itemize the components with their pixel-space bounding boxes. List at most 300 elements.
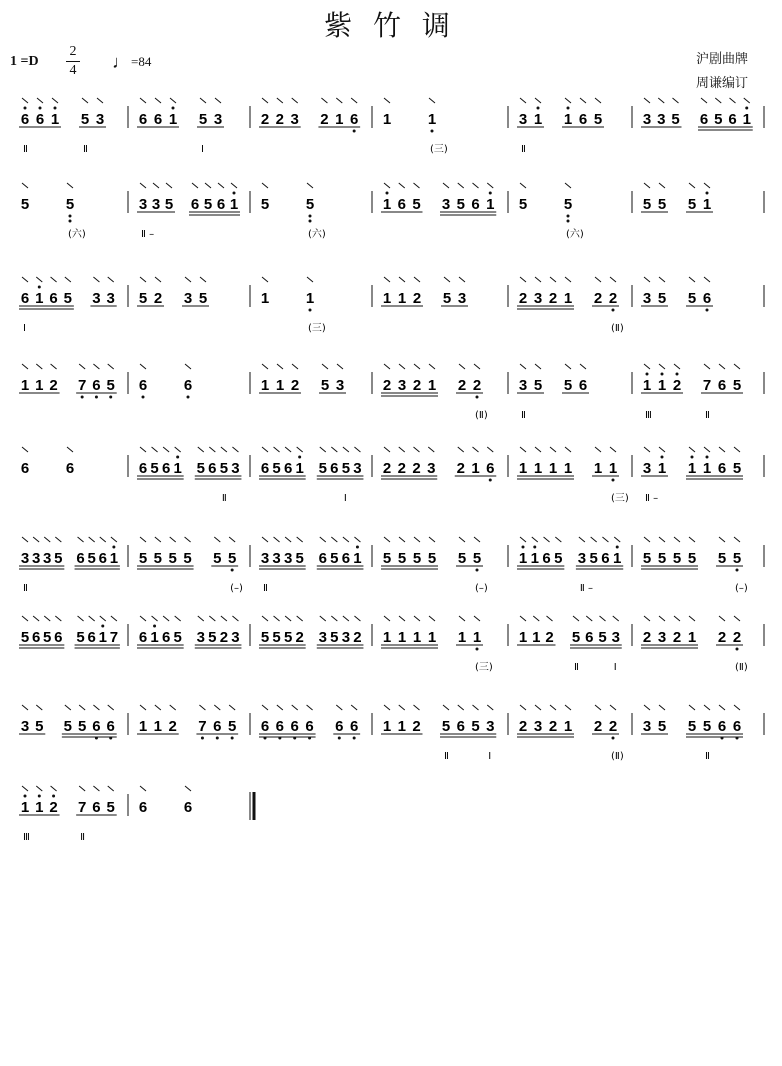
high-octave-dot: [567, 107, 570, 110]
note: 2: [412, 290, 422, 307]
bowing-mark: [429, 98, 435, 103]
note: 6: [138, 799, 148, 816]
note: 2: [518, 718, 528, 735]
note: 6: [397, 196, 406, 213]
bowing-mark: [610, 705, 616, 710]
bowing-mark: [322, 364, 328, 369]
bowing-mark: [580, 364, 586, 369]
note: 2: [353, 629, 362, 646]
high-octave-dot: [24, 795, 27, 798]
note: 5: [318, 460, 327, 477]
note: 2: [295, 629, 304, 646]
note: 5: [153, 550, 163, 567]
note: 1: [260, 290, 270, 307]
note: 5: [598, 629, 607, 646]
bowing-mark: [644, 183, 650, 188]
note: 5: [260, 629, 270, 646]
note: 6: [31, 629, 41, 646]
low-octave-dot: [353, 737, 356, 740]
note: 6: [349, 111, 359, 128]
bowing-mark: [343, 537, 349, 542]
bowing-mark: [428, 447, 434, 452]
bowing-mark: [274, 447, 280, 452]
note: 1: [530, 550, 539, 567]
note: 3: [196, 629, 205, 646]
high-octave-dot: [52, 795, 55, 798]
high-octave-dot: [112, 546, 115, 549]
note: 3: [151, 196, 161, 213]
note: 5: [272, 629, 281, 646]
bowing-mark: [399, 616, 405, 621]
fingering-mark: (六): [68, 229, 86, 240]
note: 2: [608, 290, 618, 307]
fingering-mark: (–): [735, 583, 748, 594]
bowing-mark: [595, 277, 601, 282]
note: 2: [593, 718, 603, 735]
note: 1: [486, 196, 495, 213]
bowing-mark: [331, 447, 337, 452]
note: 6: [216, 196, 226, 213]
note: 5: [63, 718, 73, 735]
bowing-mark: [22, 98, 28, 103]
note: 6: [732, 718, 742, 735]
note: 2: [49, 799, 58, 816]
bowing-mark: [307, 183, 313, 188]
bowing-mark: [185, 786, 191, 791]
note: 2: [219, 629, 229, 646]
note: 3: [213, 111, 223, 128]
bowing-mark: [140, 183, 146, 188]
fingering-mark: Ⅰ: [343, 493, 347, 504]
note: 6: [208, 460, 217, 477]
bowing-mark: [399, 183, 405, 188]
note: 6: [305, 718, 314, 735]
note: 3: [341, 629, 351, 646]
note: 5: [213, 550, 222, 567]
note: 6: [260, 460, 270, 477]
note: 6: [87, 629, 96, 646]
bowing-mark: [37, 98, 43, 103]
note: 5: [138, 550, 148, 567]
note: 5: [260, 196, 270, 213]
note: 1: [472, 629, 482, 646]
note: 6: [92, 377, 101, 394]
note: 3: [183, 290, 193, 307]
bowing-mark: [140, 786, 146, 791]
bowing-mark: [659, 277, 665, 282]
note: 6: [161, 629, 171, 646]
bowing-mark: [610, 277, 616, 282]
high-octave-dot: [54, 107, 57, 110]
bowing-mark: [487, 183, 493, 188]
bowing-mark: [399, 277, 405, 282]
bowing-mark: [474, 364, 480, 369]
bowing-mark: [209, 447, 215, 452]
bowing-mark: [719, 537, 725, 542]
bowing-mark: [704, 364, 710, 369]
note: 1: [532, 629, 541, 646]
bowing-mark: [354, 447, 360, 452]
bowing-mark: [579, 537, 585, 542]
note: 2: [290, 377, 300, 394]
bowing-mark: [55, 616, 61, 621]
note: 2: [456, 460, 465, 477]
note: 5: [563, 377, 573, 394]
fingering-mark: Ⅱ: [23, 144, 28, 155]
bowing-mark: [262, 616, 268, 621]
fingering-mark: (三): [308, 323, 326, 334]
arranger-label: 周谦编订: [696, 76, 749, 91]
bowing-mark: [166, 183, 172, 188]
note: 1: [687, 460, 697, 477]
bowing-mark: [600, 616, 606, 621]
note: 5: [341, 460, 351, 477]
fingering-mark: (Ⅱ): [611, 751, 624, 762]
note: 5: [589, 550, 598, 567]
note: 1: [657, 377, 667, 394]
note: 2: [672, 377, 682, 394]
bowing-mark: [170, 705, 176, 710]
bowing-mark: [535, 705, 541, 710]
bowing-mark: [262, 537, 268, 542]
note: 5: [183, 550, 192, 567]
fingering-mark: Ⅱ –: [579, 583, 593, 594]
bowing-mark: [52, 98, 58, 103]
time-signature-bottom: 4: [69, 63, 77, 78]
bowing-mark: [22, 183, 28, 188]
note: 1: [173, 460, 182, 477]
note: 5: [642, 550, 652, 567]
bowing-mark: [100, 616, 106, 621]
bowing-mark: [152, 616, 158, 621]
low-octave-dot: [736, 569, 739, 572]
bowing-mark: [262, 705, 268, 710]
bowing-mark: [163, 616, 169, 621]
low-octave-dot: [612, 737, 615, 740]
bowing-mark: [414, 705, 420, 710]
quarter-note-icon: ♩: [112, 52, 130, 72]
bowing-mark: [689, 183, 695, 188]
fingering-mark: Ⅱ –: [141, 229, 155, 240]
bowing-mark: [108, 364, 114, 369]
bowing-mark: [384, 447, 390, 452]
note: 1: [150, 629, 159, 646]
fingering-mark: (三): [611, 493, 629, 504]
bowing-mark: [565, 98, 571, 103]
bowing-mark: [689, 277, 695, 282]
bowing-mark: [459, 537, 465, 542]
note: 1: [20, 799, 30, 816]
bowing-mark: [200, 98, 206, 103]
low-octave-dot: [476, 396, 479, 399]
note: 3: [95, 111, 105, 128]
note: 1: [397, 629, 407, 646]
bowing-mark: [155, 705, 161, 710]
note: 1: [427, 377, 437, 394]
note: 5: [533, 377, 543, 394]
high-octave-dot: [706, 456, 709, 459]
low-octave-dot: [81, 396, 84, 399]
note: 5: [54, 550, 63, 567]
low-octave-dot: [69, 215, 72, 218]
bowing-mark: [22, 447, 28, 452]
bowing-mark: [399, 364, 405, 369]
bowing-mark: [658, 98, 664, 103]
note: 3: [318, 629, 327, 646]
note: 6: [183, 799, 193, 816]
bowing-mark: [704, 705, 710, 710]
bowing-mark: [336, 705, 342, 710]
note: 6: [486, 460, 495, 477]
bowing-mark: [458, 705, 464, 710]
bowing-mark: [474, 537, 480, 542]
note: 1: [397, 718, 406, 735]
bowing-mark: [262, 183, 268, 188]
bowing-mark: [89, 616, 95, 621]
note: 5: [427, 550, 437, 567]
note: 1: [295, 460, 304, 477]
note: 2: [518, 290, 528, 307]
bowing-mark: [689, 537, 695, 542]
bowing-mark: [33, 537, 39, 542]
note: 5: [77, 718, 87, 735]
bowing-mark: [520, 447, 526, 452]
bowing-mark: [262, 98, 268, 103]
bowing-mark: [185, 364, 191, 369]
note: 3: [283, 550, 293, 567]
bowing-mark: [111, 537, 117, 542]
bowing-mark: [51, 277, 57, 282]
note: 5: [412, 550, 422, 567]
note: 5: [382, 550, 392, 567]
note: 5: [330, 629, 339, 646]
bowing-mark: [155, 98, 161, 103]
note: 5: [330, 550, 339, 567]
high-octave-dot: [533, 546, 536, 549]
note: 6: [138, 460, 148, 477]
bowing-mark: [474, 616, 480, 621]
note: 3: [457, 290, 467, 307]
low-octave-dot: [353, 130, 356, 133]
bowing-mark: [550, 447, 556, 452]
note: 2: [382, 460, 392, 477]
bowing-mark: [215, 98, 221, 103]
note: 3: [518, 111, 528, 128]
fingering-mark: (六): [566, 229, 584, 240]
note: 5: [219, 460, 229, 477]
note: 3: [31, 550, 41, 567]
fingering-mark: Ⅲ: [23, 832, 30, 843]
note: 6: [92, 718, 101, 735]
low-octave-dot: [69, 220, 72, 223]
bowing-mark: [614, 537, 620, 542]
bowing-mark: [487, 705, 493, 710]
bowing-mark: [44, 537, 50, 542]
note: 2: [672, 629, 682, 646]
bowing-mark: [175, 616, 181, 621]
note: 5: [442, 290, 452, 307]
note: 7: [198, 718, 207, 735]
bowing-mark: [399, 447, 405, 452]
note: 3: [335, 377, 345, 394]
bowing-mark: [354, 537, 360, 542]
bowing-mark: [429, 364, 435, 369]
bowing-mark: [458, 183, 464, 188]
note: 1: [50, 111, 60, 128]
bowing-mark: [185, 277, 191, 282]
low-octave-dot: [706, 309, 709, 312]
note: 3: [642, 290, 652, 307]
note: 5: [732, 550, 742, 567]
bowing-mark: [744, 98, 750, 103]
low-octave-dot: [216, 737, 219, 740]
fingering-mark: Ⅰ: [23, 323, 26, 334]
high-octave-dot: [298, 456, 301, 459]
bowing-mark: [580, 98, 586, 103]
fingering-mark: Ⅱ: [83, 144, 88, 155]
bowing-mark: [458, 447, 464, 452]
note: 5: [412, 196, 421, 213]
note: 1: [742, 111, 751, 128]
note: 1: [471, 460, 480, 477]
bowing-mark: [97, 98, 103, 103]
note: 1: [613, 550, 622, 567]
bowing-mark: [337, 364, 343, 369]
bowing-mark: [307, 705, 313, 710]
note: 1: [563, 111, 573, 128]
bowing-mark: [644, 616, 650, 621]
note: 2: [642, 629, 652, 646]
note: 2: [593, 290, 603, 307]
note: 3: [260, 550, 270, 567]
bowing-mark: [473, 705, 479, 710]
fingering-mark: Ⅱ: [444, 751, 449, 762]
high-octave-dot: [39, 107, 42, 110]
bowing-mark: [36, 786, 42, 791]
note: 5: [80, 111, 90, 128]
note: 6: [330, 460, 339, 477]
bowing-mark: [320, 616, 326, 621]
bowing-mark: [292, 364, 298, 369]
bowing-mark: [520, 98, 526, 103]
note: 5: [657, 718, 667, 735]
note: 5: [283, 629, 293, 646]
bowing-mark: [221, 616, 227, 621]
bowing-mark: [351, 98, 357, 103]
high-octave-dot: [233, 192, 236, 195]
bowing-mark: [108, 786, 114, 791]
note: 6: [20, 460, 30, 477]
bowing-mark: [659, 364, 665, 369]
note: 5: [305, 196, 315, 213]
bowing-mark: [170, 98, 176, 103]
bowing-mark: [384, 364, 390, 369]
bowing-mark: [659, 616, 665, 621]
bowing-mark: [384, 277, 390, 282]
note: 2: [168, 718, 177, 735]
note: 5: [43, 629, 52, 646]
note: 6: [76, 550, 85, 567]
low-octave-dot: [142, 396, 145, 399]
note: 2: [260, 111, 270, 128]
bowing-mark: [473, 183, 479, 188]
high-octave-dot: [153, 625, 156, 628]
note: 6: [138, 377, 148, 394]
note: 3: [657, 111, 666, 128]
note: 3: [642, 111, 652, 128]
note: 1: [702, 196, 712, 213]
note: 5: [456, 196, 465, 213]
high-octave-dot: [386, 192, 389, 195]
note: 1: [518, 550, 528, 567]
note: 5: [65, 196, 75, 213]
bowing-mark: [659, 183, 665, 188]
note: 5: [687, 550, 697, 567]
low-octave-dot: [476, 569, 479, 572]
bowing-mark: [274, 616, 280, 621]
bowing-mark: [704, 277, 710, 282]
note: 6: [349, 718, 359, 735]
bowing-mark: [78, 537, 84, 542]
note: 3: [611, 629, 620, 646]
bowing-mark: [520, 705, 526, 710]
note: 1: [518, 460, 528, 477]
note: 3: [518, 377, 528, 394]
bowing-mark: [274, 537, 280, 542]
note: 5: [227, 550, 237, 567]
note: 5: [593, 111, 603, 128]
note: 3: [353, 460, 362, 477]
note: 1: [563, 718, 573, 735]
low-octave-dot: [187, 396, 190, 399]
note: 5: [642, 196, 652, 213]
bowing-mark: [140, 98, 146, 103]
note: 6: [138, 629, 148, 646]
note: 6: [585, 629, 594, 646]
bowing-mark: [22, 364, 28, 369]
fingering-mark: (三): [475, 662, 493, 673]
note: 5: [717, 550, 727, 567]
fingering-mark: Ⅱ: [80, 832, 86, 843]
bowing-mark: [65, 705, 71, 710]
fingering-mark: Ⅱ: [521, 144, 526, 155]
note: 2: [457, 377, 467, 394]
bowing-mark: [297, 616, 303, 621]
bowing-mark: [384, 183, 390, 188]
note: 1: [109, 550, 119, 567]
bowing-mark: [520, 537, 526, 542]
bowing-mark: [555, 537, 561, 542]
note: 3: [486, 718, 495, 735]
note: 7: [702, 377, 712, 394]
note: 1: [305, 290, 315, 307]
note: 1: [35, 290, 44, 307]
bowing-mark: [36, 277, 42, 282]
note: 2: [732, 629, 742, 646]
fingering-mark: (Ⅱ): [735, 662, 748, 673]
note: 5: [518, 196, 528, 213]
bowing-mark: [285, 537, 291, 542]
bowing-mark: [547, 616, 553, 621]
bowing-mark: [93, 705, 99, 710]
low-octave-dot: [231, 569, 234, 572]
bowing-mark: [155, 277, 161, 282]
bowing-mark: [644, 537, 650, 542]
note: 5: [106, 799, 115, 816]
note: 6: [542, 550, 551, 567]
note: 5: [20, 196, 30, 213]
high-octave-dot: [356, 546, 359, 549]
